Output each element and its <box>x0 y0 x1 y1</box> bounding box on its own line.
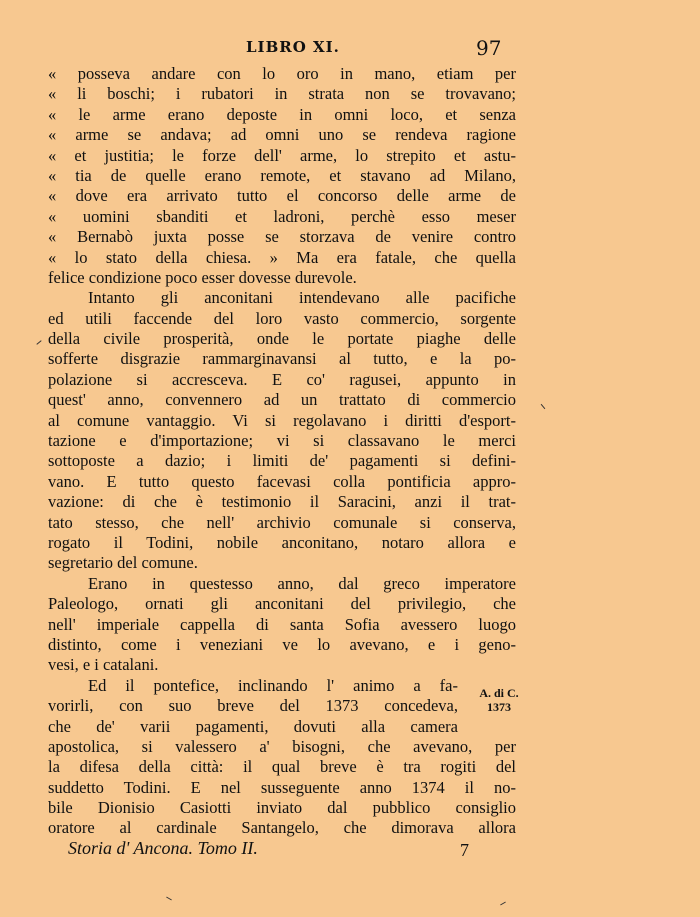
text-line: « li boschi; i rubatori in strata non se trovavano; <box>48 84 516 104</box>
text-line: vesi, e i catalani. <box>48 655 159 675</box>
ink-speck <box>36 340 41 345</box>
ink-speck <box>166 897 172 901</box>
text-line: Ed il pontefice, inclinando l' animo a fa- <box>88 675 458 695</box>
text-line: « uomini sbanditi et ladroni, perchè esso meser <box>48 206 516 226</box>
text-line: « Bernabò juxta posse se storzava de venire contro <box>48 227 516 247</box>
text-line: nell' imperiale cappella di santa Sofia avessero luogo <box>48 614 516 634</box>
text-line: « tia de quelle erano remote, et stavano ad Milano, <box>48 165 516 185</box>
text-line: « lo stato della chiesa. » Ma era fatale, che quella <box>48 247 516 267</box>
text-line: suddetto Todini. E nel susseguente anno 1374 il no- <box>48 777 516 797</box>
text-line: ed utili faccende del loro vasto commercio, sorgente <box>48 308 516 328</box>
text-line: al comune vantaggio. Vi si regolavano i diritti d'esport- <box>48 410 516 430</box>
text-line: quest' anno, convennero ad un trattato di commercio <box>48 390 516 410</box>
page-number: 97 <box>476 36 502 60</box>
text-line: vazione: di che è testimonio il Saracini, anzi il trat- <box>48 492 516 512</box>
text-line: segretario del comune. <box>48 553 198 573</box>
text-line: distinto, come i veneziani ve lo avevano, e i geno- <box>48 634 516 654</box>
text-line: felice condizione poco esser dovesse durevole. <box>48 267 357 287</box>
text-line: rogato il Todini, nobile anconitano, notaro allora e <box>48 532 516 552</box>
margin-note <box>469 686 529 714</box>
text-line: « et justitia; le forze dell' arme, lo strepito et astu- <box>48 145 516 165</box>
text-line: « posseva andare con lo oro in mano, etiam per <box>48 64 516 83</box>
text-line: apostolica, si valessero a' bisogni, che avevano, per <box>48 736 516 756</box>
book-title: Storia d' Ancona. Tomo II. <box>68 838 258 858</box>
ink-speck <box>500 902 506 906</box>
text-line: « arme se andava; ad omni uno se rendeva ragione <box>48 125 516 145</box>
text-line: oratore al cardinale Santangelo, che dimorava allora <box>48 818 516 838</box>
page-footer <box>0 838 700 864</box>
text-line: la difesa della città: il qual breve è tra rogiti del <box>48 757 516 777</box>
text-line: « dove era arrivato tutto el concorso delle arme de <box>48 186 516 206</box>
text-line: che de' varii pagamenti, dovuti alla camera <box>48 716 458 736</box>
body-text <box>48 64 516 839</box>
text-line: Erano in questesso anno, dal greco imperatore <box>88 573 516 593</box>
page-header <box>0 36 700 62</box>
text-line: sofferte disgrazie rammarginavansi al tutto, e la po- <box>48 349 516 369</box>
margin-note-year: 1373 <box>487 700 511 714</box>
text-line: polazione si accresceva. E co' ragusei, appunto in <box>48 369 516 389</box>
text-line: Intanto gli anconitani intendevano alle pacifiche <box>88 288 516 308</box>
text-line: sottoposte a dazio; i limiti de' pagamenti si defini- <box>48 451 516 471</box>
text-line: della civile prosperità, onde le portate piaghe delle <box>48 329 516 349</box>
text-line: « le arme erano deposte in omni loco, et senza <box>48 104 516 124</box>
text-line: vorirli, con suo breve del 1373 concedeva, <box>48 696 458 716</box>
text-line: tazione e d'importazione; vi si classavano le merci <box>48 431 516 451</box>
text-line: Paleologo, ornati gli anconitani del privilegio, che <box>48 594 516 614</box>
ink-speck <box>541 404 546 409</box>
signature-mark: 7 <box>460 840 469 860</box>
text-line: tato stesso, che nell' archivio comunale si conserva, <box>48 512 516 532</box>
text-line: vano. E tutto questo facevasi colla pontificia appro- <box>48 471 516 491</box>
running-title: LIBRO XI. <box>246 38 340 56</box>
text-line: bile Dionisio Casiotti inviato dal pubblico consiglio <box>48 798 516 818</box>
margin-note-label: A. di C. <box>479 686 519 700</box>
